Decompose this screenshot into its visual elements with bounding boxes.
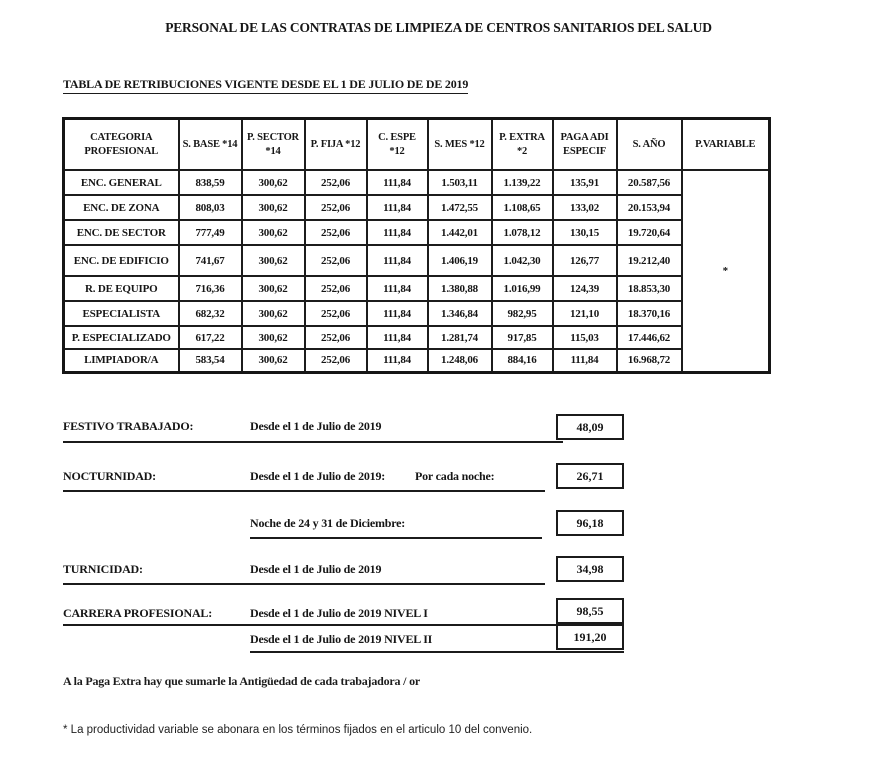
cell-value: 111,84: [367, 301, 428, 326]
cell-value: 617,22: [179, 326, 242, 349]
allowance-desc-turnicidad: Desde el 1 de Julio de 2019: [250, 562, 382, 576]
cell-value: 838,59: [179, 170, 242, 195]
cell-value: 252,06: [305, 326, 367, 349]
cell-value: 741,67: [179, 245, 242, 276]
col-header-p-variable: P.VARIABLE: [682, 119, 770, 171]
cell-value: 19.212,40: [617, 245, 682, 276]
col-header-p-fija: P. FIJA *12: [305, 119, 367, 171]
separator-line: [63, 441, 563, 443]
cell-value: 111,84: [367, 195, 428, 220]
cell-value: 111,84: [367, 349, 428, 372]
allowance-value-box-nocturnidad: [556, 463, 624, 489]
cell-value: 130,15: [553, 220, 617, 245]
p-variable-mark: *: [682, 170, 770, 372]
cell-value: 716,36: [179, 276, 242, 301]
allowance-value-box-carrera-nivel1: [556, 598, 624, 624]
col-header-paga-adi: PAGA ADI ESPECIF: [553, 119, 617, 171]
footnote-productividad-variable: * La productividad variable se abonara en los términos fijados en el articulo 10 del convenio.: [63, 724, 533, 736]
cell-value: 124,39: [553, 276, 617, 301]
col-header-categoria: CATEGORIA PROFESIONAL: [64, 119, 179, 171]
cell-value: 1.281,74: [428, 326, 492, 349]
table-row: [64, 170, 770, 195]
table-row: [64, 326, 770, 349]
allowance-desc-carrera-nivel1: Desde el 1 de Julio de 2019 NIVEL I: [250, 606, 428, 620]
col-header-s-mes: S. MES *12: [428, 119, 492, 171]
cell-value: 1.472,55: [428, 195, 492, 220]
allowance-value: 98,55: [576, 603, 604, 618]
cell-value: 133,02: [553, 195, 617, 220]
row-category: LIMPIADOR/A: [64, 349, 179, 372]
cell-value: 300,62: [242, 326, 305, 349]
row-category: ENC. DE ZONA: [64, 195, 179, 220]
allowance-value: 191,20: [573, 629, 607, 644]
cell-value: 252,06: [305, 301, 367, 326]
cell-value: 583,54: [179, 349, 242, 372]
cell-value: 1.042,30: [492, 245, 553, 276]
cell-value: 19.720,64: [617, 220, 682, 245]
cell-value: 682,32: [179, 301, 242, 326]
cell-value: 300,62: [242, 245, 305, 276]
allowance-desc-carrera-nivel2: Desde el 1 de Julio de 2019 NIVEL II: [250, 632, 433, 646]
cell-value: 126,77: [553, 245, 617, 276]
allowance-desc2-nocturnidad: Por cada noche:: [415, 469, 495, 483]
allowance-label-nocturnidad: NOCTURNIDAD:: [63, 469, 156, 483]
separator-line: [63, 490, 545, 492]
allowance-desc-nocturnidad: Desde el 1 de Julio de 2019:: [250, 469, 386, 483]
cell-value: 1.139,22: [492, 170, 553, 195]
cell-value: 111,84: [367, 170, 428, 195]
cell-value: 252,06: [305, 349, 367, 372]
table-row: [64, 195, 770, 220]
allowance-value-box-nochebuena: [556, 510, 624, 536]
col-header-s-ano: S. AÑO: [617, 119, 682, 171]
table-row: [64, 301, 770, 326]
cell-value: 1.248,06: [428, 349, 492, 372]
cell-value: 252,06: [305, 195, 367, 220]
cell-value: 115,03: [553, 326, 617, 349]
cell-value: 1.503,11: [428, 170, 492, 195]
col-header-s-base: S. BASE *14: [179, 119, 242, 171]
cell-value: 111,84: [367, 220, 428, 245]
col-header-p-extra: P. EXTRA *2: [492, 119, 553, 171]
cell-value: 17.446,62: [617, 326, 682, 349]
row-category: ENC. DE SECTOR: [64, 220, 179, 245]
cell-value: 1.380,88: [428, 276, 492, 301]
cell-value: 135,91: [553, 170, 617, 195]
allowance-value-box-carrera-nivel2: [556, 624, 624, 650]
row-category: P. ESPECIALIZADO: [64, 326, 179, 349]
cell-value: 111,84: [367, 326, 428, 349]
cell-value: 1.078,12: [492, 220, 553, 245]
cell-value: 1.016,99: [492, 276, 553, 301]
cell-value: 300,62: [242, 349, 305, 372]
row-category: ESPECIALISTA: [64, 301, 179, 326]
cell-value: 111,84: [367, 276, 428, 301]
allowance-value-box-turnicidad: [556, 556, 624, 582]
row-category: ENC. DE EDIFICIO: [64, 245, 179, 276]
allowance-value: 26,71: [576, 468, 604, 483]
separator-line: [250, 651, 624, 653]
allowance-desc-nochebuena: Noche de 24 y 31 de Diciembre:: [250, 516, 406, 530]
document-title: PERSONAL DE LAS CONTRATAS DE LIMPIEZA DE CENTROS SANITARIOS DEL SALUD: [165, 20, 712, 35]
col-header-p-sector: P. SECTOR *14: [242, 119, 305, 171]
cell-value: 808,03: [179, 195, 242, 220]
cell-value: 300,62: [242, 220, 305, 245]
row-category: ENC. GENERAL: [64, 170, 179, 195]
cell-value: 20.153,94: [617, 195, 682, 220]
cell-value: 300,62: [242, 276, 305, 301]
cell-value: 121,10: [553, 301, 617, 326]
cell-value: 777,49: [179, 220, 242, 245]
cell-value: 917,85: [492, 326, 553, 349]
cell-value: 884,16: [492, 349, 553, 372]
allowance-label-festivo: FESTIVO TRABAJADO:: [63, 419, 194, 433]
cell-value: 18.853,30: [617, 276, 682, 301]
cell-value: 20.587,56: [617, 170, 682, 195]
table-row: [64, 349, 770, 372]
cell-value: 300,62: [242, 170, 305, 195]
document-subtitle: TABLA DE RETRIBUCIONES VIGENTE DESDE EL 1 DE JULIO DE DE 2019: [63, 77, 468, 94]
cell-value: 111,84: [367, 245, 428, 276]
retribuciones-table: [62, 117, 771, 374]
allowance-value: 48,09: [576, 419, 604, 434]
allowance-label-turnicidad: TURNICIDAD:: [63, 562, 143, 576]
cell-value: 252,06: [305, 276, 367, 301]
allowance-value: 96,18: [576, 515, 604, 530]
cell-value: 1.346,84: [428, 301, 492, 326]
cell-value: 1.406,19: [428, 245, 492, 276]
table-row: [64, 245, 770, 276]
cell-value: 1.108,65: [492, 195, 553, 220]
separator-line: [63, 583, 545, 585]
cell-value: 1.442,01: [428, 220, 492, 245]
row-category: R. DE EQUIPO: [64, 276, 179, 301]
allowance-desc-festivo: Desde el 1 de Julio de 2019: [250, 419, 382, 433]
cell-value: 982,95: [492, 301, 553, 326]
col-header-c-espe: C. ESPE *12: [367, 119, 428, 171]
footnote-paga-extra: A la Paga Extra hay que sumarle la Antigüedad de cada trabajadora / or: [63, 674, 421, 688]
allowance-label-carrera: CARRERA PROFESIONAL:: [63, 606, 213, 620]
cell-value: 300,62: [242, 301, 305, 326]
table-header-row: [64, 119, 770, 171]
cell-value: 111,84: [553, 349, 617, 372]
cell-value: 252,06: [305, 220, 367, 245]
cell-value: 18.370,16: [617, 301, 682, 326]
table-row: [64, 276, 770, 301]
separator-line: [250, 537, 542, 539]
cell-value: 252,06: [305, 245, 367, 276]
allowance-value-box-festivo: [556, 414, 624, 440]
cell-value: 252,06: [305, 170, 367, 195]
allowance-value: 34,98: [576, 561, 604, 576]
cell-value: 16.968,72: [617, 349, 682, 372]
separator-line: [63, 624, 560, 626]
table-row: [64, 220, 770, 245]
cell-value: 300,62: [242, 195, 305, 220]
